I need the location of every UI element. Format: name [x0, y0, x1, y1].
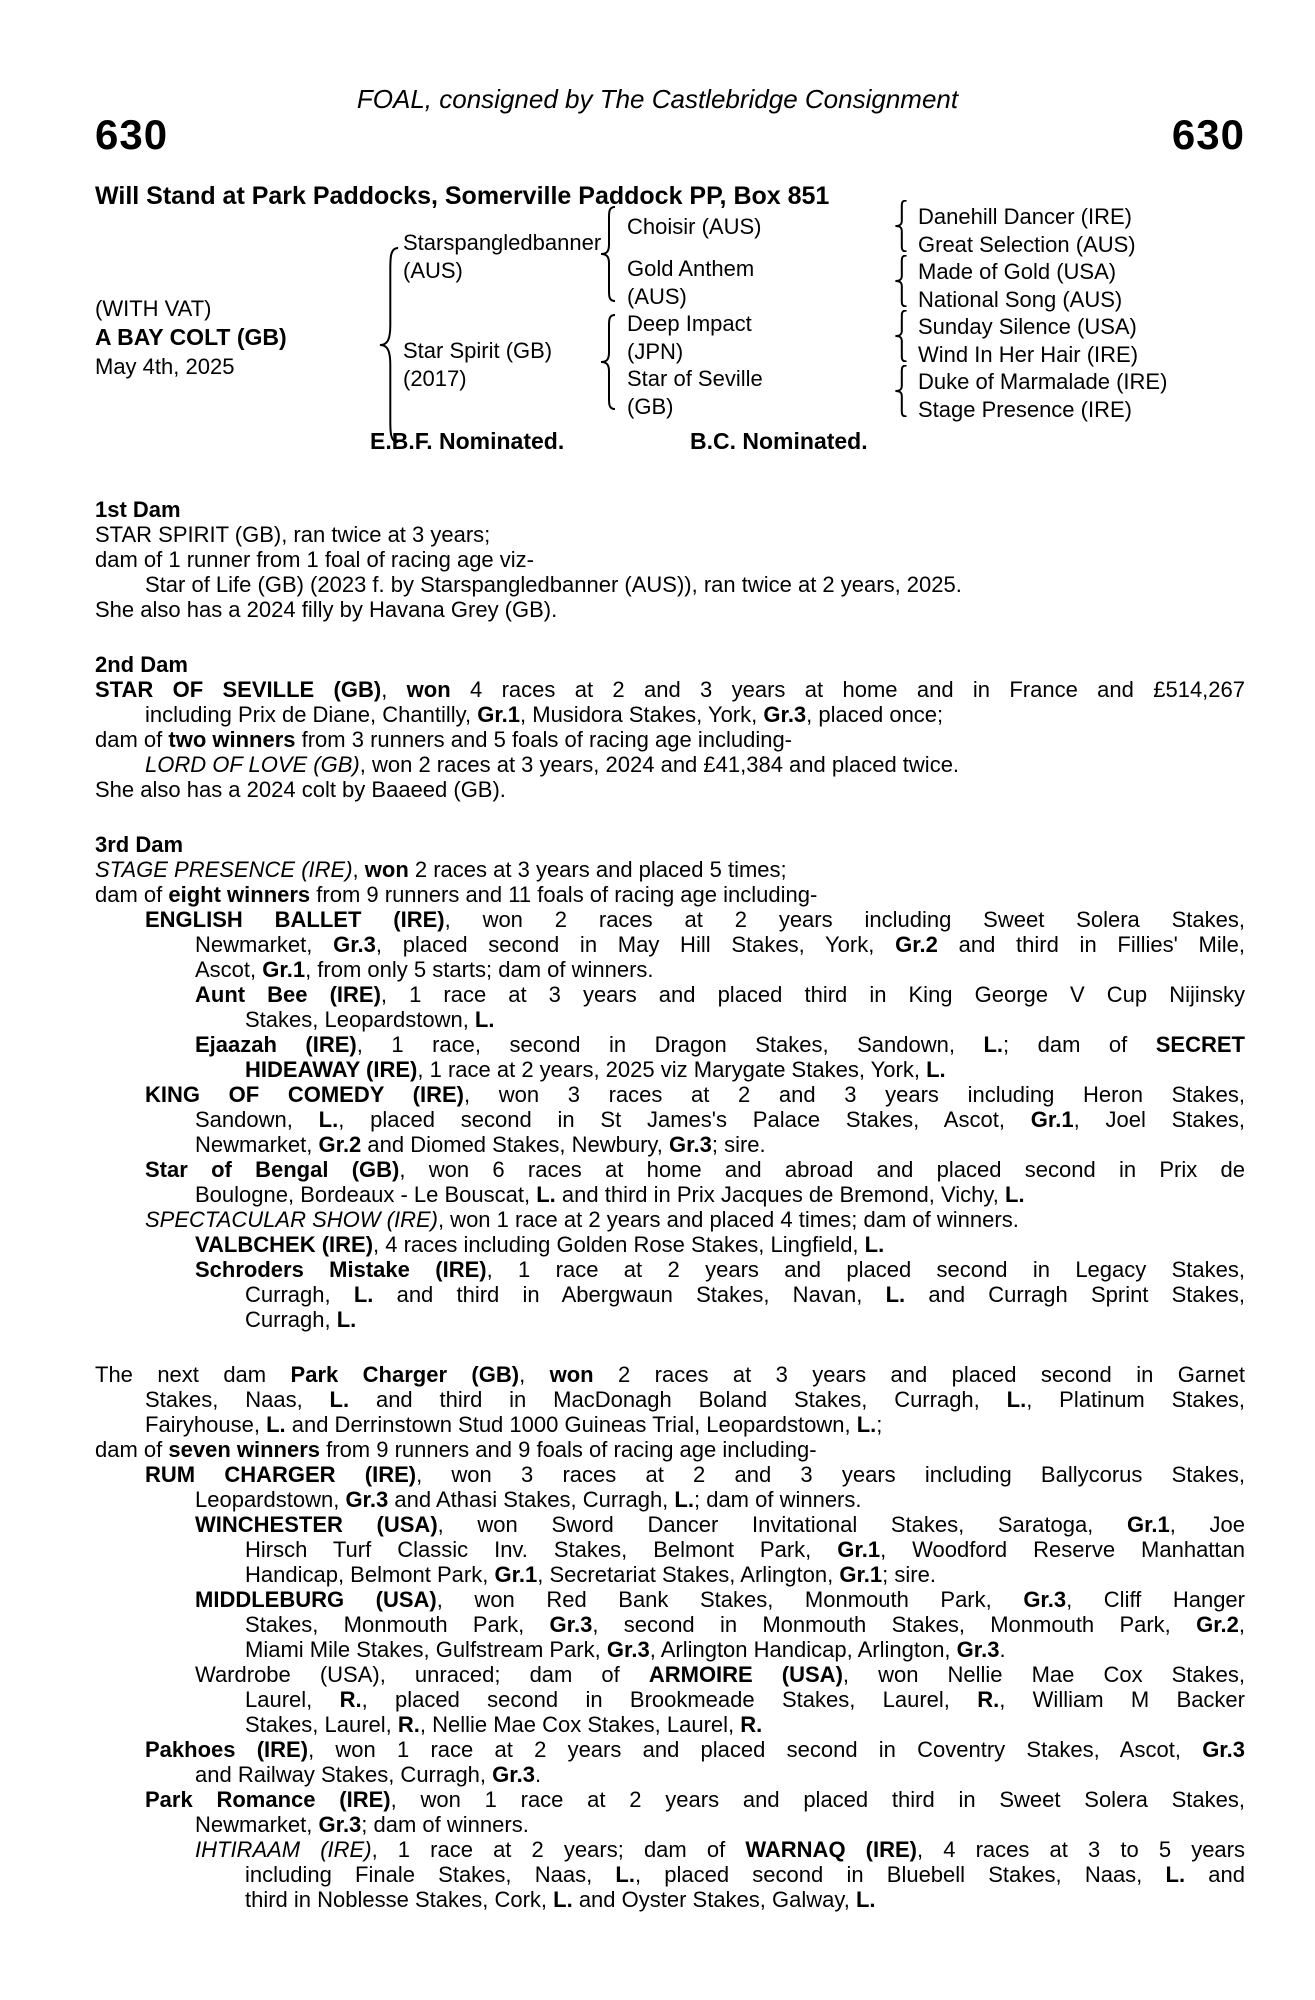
text-run: , won 1 race at 2 years and placed second in Coventry Stakes, Ascot, [308, 1737, 1203, 1762]
pedigree-text-line [95, 1887, 1245, 1912]
ggp-8: Stage Presence (IRE) [918, 397, 1132, 422]
pedigree-text-line [95, 1587, 1245, 1612]
foaling-date: May 4th, 2025 [95, 354, 235, 379]
pedigree-text-line [95, 702, 1245, 727]
dam-section [95, 652, 1245, 802]
text-run: R. [977, 1687, 1000, 1712]
text-run: third in Noblesse Stakes, Cork, [245, 1887, 554, 1912]
pedigree-text-line [95, 1032, 1245, 1057]
text-run: L. [536, 1182, 556, 1207]
pedigree-text-line [95, 1207, 1245, 1232]
text-run: L. [983, 1032, 1003, 1057]
text-run: dam of 1 runner from 1 foal of racing age viz- [95, 547, 534, 572]
text-run: IHTIRAAM (IRE) [195, 1837, 372, 1862]
pedigree-text-line [95, 597, 1245, 622]
lot-number-right: 630 [1171, 111, 1245, 158]
text-run: Gr.1 [494, 1562, 538, 1587]
granddam-1-line1: Gold Anthem [627, 256, 755, 281]
text-run: Stakes, Laurel, [245, 1712, 398, 1737]
text-run: dam of [95, 1437, 169, 1462]
text-run: L. [266, 1412, 286, 1437]
text-run: Laurel, [245, 1687, 340, 1712]
pedigree-text-line [95, 1362, 1245, 1387]
text-run: , 1 race at 2 years, 2025 viz Marygate Stakes, York, [417, 1057, 927, 1082]
sire-suffix: (AUS) [403, 258, 463, 283]
text-run: Gr.1 [262, 957, 306, 982]
granddam-2-line1: Star of Seville [627, 366, 763, 391]
text-run: and third in Abergwaun Stakes, Navan, [373, 1282, 886, 1307]
sire-brace [598, 206, 618, 302]
text-run: from 9 runners and 11 foals of racing age including- [310, 882, 818, 907]
pedigree-text-line [95, 1512, 1245, 1537]
text-run: , won 3 races at 2 and 3 years including Heron Stakes, [463, 1082, 1245, 1107]
text-run: Stakes, Naas, [145, 1387, 330, 1412]
text-run: , Cliff Hanger [1066, 1587, 1245, 1612]
text-run: and Derrinstown Stud 1000 Guineas Trial, Leopardstown, [285, 1412, 857, 1437]
text-run: Aunt Bee (IRE) [195, 982, 381, 1007]
text-run: , won 3 races at 2 and 3 years including Ballycorus Stakes, [416, 1462, 1245, 1487]
text-run: R. [740, 1712, 763, 1737]
text-run: WARNAQ (IRE) [745, 1837, 918, 1862]
stand-location: Will Stand at Park Paddocks, Somerville Paddock PP, Box 851 [95, 182, 830, 210]
text-run: L. [926, 1057, 946, 1082]
text-run: and Athasi Stakes, Curragh, [388, 1487, 675, 1512]
text-run: and [1185, 1862, 1245, 1887]
pedigree-text-line [95, 907, 1245, 932]
text-run: Gr.3 [1202, 1737, 1245, 1762]
text-run: and Diomed Stakes, Newbury, [361, 1132, 670, 1157]
text-run: KING OF COMEDY (IRE) [145, 1082, 464, 1107]
pedigree-text-line [95, 1412, 1245, 1437]
text-run: MIDDLEBURG (USA) [195, 1587, 437, 1612]
text-run: WINCHESTER (USA) [195, 1512, 438, 1537]
text-run: Gr.3 [1023, 1587, 1067, 1612]
text-run: , won 6 races at home and abroad and placed second in Prix de [399, 1157, 1245, 1182]
text-run: ; sire. [711, 1132, 766, 1157]
pedigree-text-line [95, 1662, 1245, 1687]
pedigree-text-line [95, 982, 1245, 1007]
text-run: Gr.1 [1030, 1107, 1074, 1132]
text-run: Handicap, Belmont Park, [245, 1562, 495, 1587]
text-run: Gr.3 [492, 1762, 535, 1787]
pedigree-text-line [95, 932, 1245, 957]
pedigree-text-line [95, 1387, 1245, 1412]
text-run: Ascot, [195, 957, 263, 982]
text-run: STAR OF SEVILLE (GB) [95, 677, 382, 702]
pedigree-text-line [95, 1487, 1245, 1512]
text-run: including Finale Stakes, Naas, [245, 1862, 616, 1887]
text-run: L. [855, 1887, 876, 1912]
text-run: Gr.1 [839, 1562, 883, 1587]
text-run: , Nellie Mae Cox Stakes, Laurel, [419, 1712, 741, 1737]
ggp-2: Great Selection (AUS) [918, 232, 1136, 257]
text-run: Star of Life (GB) (2023 f. by Starspangledbanner (AUS)), ran twice at 2 years, 2025. [145, 572, 962, 597]
consignment-title: FOAL, consigned by The Castlebridge Consignment [356, 84, 959, 114]
pedigree-text-line [95, 1812, 1245, 1837]
text-run: L. [474, 1007, 495, 1032]
pedigree-text-line [95, 1007, 1245, 1032]
ggp-6: Wind In Her Hair (IRE) [918, 342, 1139, 367]
text-run: from 3 runners and 5 foals of racing age including- [295, 727, 793, 752]
text-run: L. [1006, 1387, 1027, 1412]
ggp-1: Danehill Dancer (IRE) [918, 204, 1132, 229]
section-heading: 1st Dam [95, 497, 181, 522]
text-run: , won Sword Dancer Invitational Stakes, Saratoga, [437, 1512, 1127, 1537]
text-run: Park Romance (IRE) [145, 1787, 391, 1812]
text-run: , 1 race, second in Dragon Stakes, Sandown, [356, 1032, 984, 1057]
text-run: Gr.3 [669, 1132, 712, 1157]
pedigree-text-line [95, 1182, 1245, 1207]
text-run: eight winners [168, 882, 311, 907]
ggp-3: Made of Gold (USA) [918, 259, 1117, 284]
pedigree-text-line [95, 547, 1245, 572]
text-run: L. [329, 1387, 350, 1412]
ggp-4: National Song (AUS) [918, 287, 1123, 312]
text-run: She also has a 2024 filly by Havana Grey (GB). [95, 597, 558, 622]
text-run: SPECTACULAR SHOW (IRE) [145, 1207, 438, 1232]
text-run: 2 races at 3 years and placed second in Garnet [593, 1362, 1245, 1387]
text-run: , Platinum Stakes, [1026, 1387, 1245, 1412]
text-run: Newmarket, [195, 932, 334, 957]
text-run: , won Red Bank Stakes, Monmouth Park, [436, 1587, 1024, 1612]
text-run: Curragh, [245, 1282, 354, 1307]
pedigree-text-line [95, 1537, 1245, 1562]
text-run: . [999, 1637, 1006, 1662]
text-run: and Railway Stakes, Curragh, [195, 1762, 493, 1787]
text-run: Gr.2 [318, 1132, 362, 1157]
text-run: L. [615, 1862, 635, 1887]
text-run: ARMOIRE (USA) [648, 1662, 843, 1687]
pedigree-text-line [95, 1257, 1245, 1282]
text-run: from 9 runners and 9 foals of racing age including- [320, 1437, 817, 1462]
text-run: STAR SPIRIT (GB), ran twice at 3 years; [95, 522, 491, 547]
text-run: ; [876, 1412, 883, 1437]
text-run: , William M Backer [999, 1687, 1245, 1712]
pedigree-text-line [95, 1107, 1245, 1132]
text-run: , won 2 races at 3 years, 2024 and £41,384 and placed twice. [359, 752, 960, 777]
pedigree-text-line [95, 777, 1245, 802]
pedigree-text-line [95, 1462, 1245, 1487]
text-run: Newmarket, [195, 1812, 319, 1837]
text-run: two winners [168, 727, 296, 752]
text-run: Fairyhouse, [145, 1412, 267, 1437]
pedigree-text-line [95, 1437, 1245, 1462]
text-run: , from only 5 starts; dam of winners. [305, 957, 654, 982]
pedigree-text-line [95, 857, 1245, 882]
text-run: , Joel Stakes, [1073, 1107, 1245, 1132]
text-run: including Prix de Diane, Chantilly, [145, 702, 478, 727]
grandsire-2-line2: (JPN) [627, 339, 684, 364]
text-run: R. [397, 1712, 420, 1737]
text-run: L. [856, 1412, 877, 1437]
dam-name: Star Spirit (GB) [403, 338, 553, 363]
text-run: L. [1165, 1862, 1186, 1887]
text-run: , 1 race at 3 years and placed third in King George V Cup Nijinsky [380, 982, 1245, 1007]
pedigree-text-line [95, 1057, 1245, 1082]
pedigree-text-line [95, 572, 1245, 597]
pedigree-text-line [95, 1737, 1245, 1762]
section-heading: 2nd Dam [95, 652, 188, 677]
text-run: STAGE PRESENCE (IRE) [95, 857, 353, 882]
granddam-1-line2: (AUS) [627, 284, 687, 309]
text-run: Gr.3 [549, 1612, 593, 1637]
text-run: . [534, 1762, 542, 1787]
text-run: Gr.3 [333, 932, 376, 957]
pedigree-text-line [95, 1637, 1245, 1662]
text-run: Curragh, [245, 1307, 337, 1332]
text-run: Boulogne, Bordeaux - Le Bouscat, [195, 1182, 537, 1207]
pedigree-main-brace [376, 246, 402, 444]
text-run: Gr.3 [763, 702, 807, 727]
pedigree-text-line [95, 957, 1245, 982]
text-run: 2 races at 3 years and placed 5 times; [408, 857, 787, 882]
pedigree-text-line [95, 1132, 1245, 1157]
text-run: , placed second in May Hill Stakes, York, [375, 932, 896, 957]
text-run: Leopardstown, [195, 1487, 346, 1512]
text-run: , placed once; [806, 702, 944, 727]
text-run: , second in Monmouth Stakes, Monmouth Park, [592, 1612, 1197, 1637]
text-run: L. [674, 1487, 694, 1512]
text-run: SECRET [1155, 1032, 1245, 1057]
text-run: ; dam of winners. [361, 1812, 529, 1837]
pedigree-text-line [95, 1712, 1245, 1737]
text-run: Gr.3 [606, 1637, 650, 1662]
text-run: , won Nellie Mae Cox Stakes, [842, 1662, 1245, 1687]
text-run: won [549, 1362, 594, 1387]
text-run: and third in MacDonagh Boland Stakes, Curragh, [349, 1387, 1007, 1412]
text-run: Gr.1 [1126, 1512, 1170, 1537]
text-run: L. [864, 1232, 885, 1257]
ggp-brace-3 [893, 310, 909, 362]
horse-name: A BAY COLT (GB) [95, 324, 287, 350]
text-run: RUM CHARGER (IRE) [145, 1462, 417, 1487]
pedigree-text-line [95, 1562, 1245, 1587]
text-run: Park Charger (GB) [290, 1362, 520, 1387]
text-run: , 4 races including Golden Rose Stakes, Lingfield, [373, 1232, 865, 1257]
text-run: , won 2 races at 2 years including Sweet Solera Stakes, [444, 907, 1245, 932]
text-run: Gr.3 [345, 1487, 389, 1512]
text-run: Schroders Mistake (IRE) [195, 1257, 487, 1282]
text-run: The next dam [95, 1362, 291, 1387]
text-run: , Arlington Handicap, Arlington, [649, 1637, 957, 1662]
text-run: , Musidora Stakes, York, [520, 702, 764, 727]
text-run: VALBCHEK (IRE) [195, 1232, 374, 1257]
text-run: dam of [95, 727, 169, 752]
text-run: , 4 races at 3 to 5 years [917, 1837, 1245, 1862]
text-run: L. [885, 1282, 906, 1307]
sire-name: Starspangledbanner [403, 230, 602, 255]
text-run: , placed second in Brookmeade Stakes, Laurel, [361, 1687, 978, 1712]
dam-brace [598, 314, 618, 410]
text-run: , Secretariat Stakes, Arlington, [537, 1562, 840, 1587]
text-run: Pakhoes (IRE) [145, 1737, 309, 1762]
text-run: L. [553, 1887, 573, 1912]
text-run: , [1238, 1612, 1246, 1637]
ggp-brace-4 [893, 365, 909, 417]
text-run: ; sire. [882, 1562, 936, 1587]
pedigree-text-line [95, 522, 1245, 547]
text-run: L. [1005, 1182, 1025, 1207]
ggp-7: Duke of Marmalade (IRE) [918, 369, 1168, 394]
grandsire-2-line1: Deep Impact [627, 311, 752, 336]
text-run: seven winners [168, 1437, 321, 1462]
text-run: Gr.1 [837, 1537, 881, 1562]
text-run: , Joe [1169, 1512, 1246, 1537]
text-run: , won 1 race at 2 years and placed 4 times; dam of winners. [437, 1207, 1019, 1232]
pedigree-text-line [95, 1837, 1245, 1862]
pedigree-text-line [95, 727, 1245, 752]
text-run: HIDEAWAY (IRE) [245, 1057, 418, 1082]
text-run: , placed second in St James's Palace Stakes, Ascot, [338, 1107, 1031, 1132]
section-heading: 3rd Dam [95, 832, 184, 857]
pedigree-text-line [95, 1762, 1245, 1787]
text-run: , 1 race at 2 years and placed second in Legacy Stakes, [486, 1257, 1245, 1282]
text-run: ENGLISH BALLET (IRE) [145, 907, 445, 932]
text-run: , 1 race at 2 years; dam of [371, 1837, 746, 1862]
text-run: Gr.2 [895, 932, 938, 957]
text-run: Newmarket, [195, 1132, 319, 1157]
dam-section [95, 1362, 1245, 1912]
dam-section [95, 497, 1245, 622]
text-run: L. [353, 1282, 374, 1307]
pedigree-text-line [95, 882, 1245, 907]
pedigree-text-line [95, 1157, 1245, 1182]
pedigree-text-line [95, 1232, 1245, 1257]
ebf-nomination: E.B.F. Nominated. [370, 428, 565, 454]
text-run: ; dam of [1003, 1032, 1156, 1057]
pedigree-text-line [95, 1787, 1245, 1812]
text-run: Sandown, [195, 1107, 319, 1132]
pedigree-text-line [95, 1862, 1245, 1887]
text-run: Hirsch Turf Classic Inv. Stakes, Belmont Park, [245, 1537, 838, 1562]
text-run: won [406, 677, 451, 702]
text-run: , [352, 857, 365, 882]
text-run: Wardrobe (USA), unraced; dam of [195, 1662, 649, 1687]
bc-nomination: B.C. Nominated. [690, 428, 868, 454]
text-run: and Oyster Stakes, Galway, [572, 1887, 856, 1912]
pedigree-text-line [95, 677, 1245, 702]
pedigree-text-line [95, 752, 1245, 777]
dam-sections [95, 497, 1245, 1912]
pedigree-text-line [95, 1082, 1245, 1107]
pedigree-text-line [95, 1282, 1245, 1307]
text-run: ; dam of winners. [693, 1487, 862, 1512]
text-run: L. [336, 1307, 357, 1332]
text-run: Miami Mile Stakes, Gulfstream Park, [245, 1637, 607, 1662]
text-run: Star of Bengal (GB) [145, 1157, 400, 1182]
lot-number-left: 630 [95, 111, 169, 158]
ggp-brace-2 [893, 255, 909, 307]
text-run: 4 races at 2 and 3 years at home and in France and £514,267 [450, 677, 1245, 702]
text-run: Gr.2 [1196, 1612, 1239, 1637]
text-run: Gr.3 [318, 1812, 362, 1837]
ggp-5: Sunday Silence (USA) [918, 314, 1137, 339]
text-run: Stakes, Monmouth Park, [245, 1612, 550, 1637]
pedigree-text-line [95, 1307, 1245, 1332]
text-run: She also has a 2024 colt by Baaeed (GB). [95, 777, 506, 802]
ggp-brace-1 [893, 200, 909, 252]
text-run: LORD OF LOVE (GB) [145, 752, 360, 777]
text-run: R. [339, 1687, 362, 1712]
granddam-2-line2: (GB) [627, 394, 674, 419]
text-run: and third in Fillies' Mile, [937, 932, 1245, 957]
text-run: Stakes, Leopardstown, [245, 1007, 475, 1032]
dam-section [95, 832, 1245, 1332]
text-run: Ejaazah (IRE) [195, 1032, 357, 1057]
text-run: and third in Prix Jacques de Bremond, Vichy, [555, 1182, 1005, 1207]
text-run: dam of [95, 882, 169, 907]
text-run: Gr.1 [477, 702, 521, 727]
grandsire-1: Choisir (AUS) [627, 214, 762, 239]
text-run: , placed second in Bluebell Stakes, Naas, [634, 1862, 1166, 1887]
text-run: and Curragh Sprint Stakes, [905, 1282, 1245, 1307]
text-run: , Woodford Reserve Manhattan [880, 1537, 1245, 1562]
dam-year: (2017) [403, 366, 467, 391]
text-run: L. [318, 1107, 339, 1132]
pedigree-text-line [95, 1612, 1245, 1637]
text-run: Gr.3 [956, 1637, 1000, 1662]
text-run: , [381, 677, 407, 702]
text-run: , [519, 1362, 550, 1387]
text-run: , won 1 race at 2 years and placed third in Sweet Solera Stakes, [390, 1787, 1246, 1812]
text-run: won [364, 857, 409, 882]
pedigree-text-line [95, 1687, 1245, 1712]
with-vat-note: (WITH VAT) [95, 296, 212, 321]
